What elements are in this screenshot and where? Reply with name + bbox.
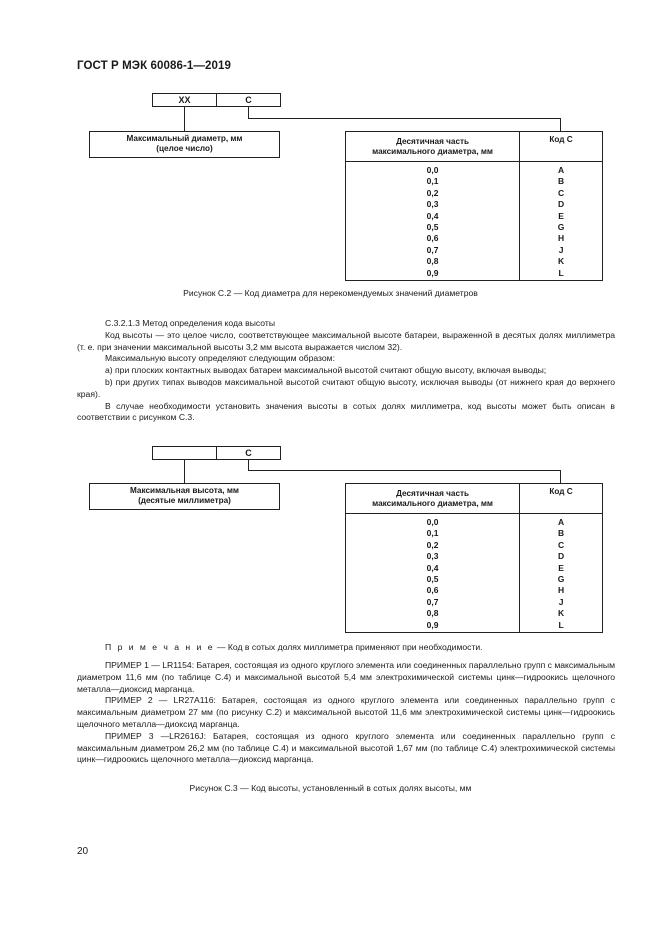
decimal-value-cell: 0,1 — [346, 176, 520, 187]
decimal-value-cell: 0,4 — [346, 211, 520, 222]
table-row — [346, 199, 603, 210]
table-row — [346, 620, 603, 633]
table-row — [346, 574, 603, 585]
figure-note — [105, 642, 483, 652]
table-header: Код C — [520, 484, 603, 514]
code-letter-cell: D — [520, 551, 603, 562]
decimal-value-cell: 0,6 — [346, 585, 520, 596]
table-row — [346, 597, 603, 608]
header-line: максимального диаметра, мм — [372, 498, 493, 508]
decimal-value-cell: 0,7 — [346, 245, 520, 256]
code-letter-cell: H — [520, 233, 603, 244]
code-cell-c: C — [216, 446, 281, 460]
code-letter-cell: C — [520, 188, 603, 199]
table-header — [346, 484, 520, 514]
table-header — [346, 132, 520, 162]
decimal-value-cell: 0,2 — [346, 188, 520, 199]
code-letter-cell: E — [520, 211, 603, 222]
table-row — [346, 222, 603, 233]
table-row — [346, 528, 603, 539]
code-cell-xx: XX — [152, 93, 217, 107]
table-row — [346, 585, 603, 596]
table-row — [346, 540, 603, 551]
decimal-value-cell: 0,4 — [346, 563, 520, 574]
code-letter-cell: L — [520, 620, 603, 633]
table-row — [346, 551, 603, 562]
table-row — [346, 256, 603, 267]
code-letter-cell: B — [520, 528, 603, 539]
figure-caption: Рисунок С.2 — Код диаметра для нерекомендуемых значений диаметров — [183, 288, 478, 298]
paragraph: Максимальную высоту определяют следующим образом: — [105, 353, 335, 364]
label-line: (целое число) — [156, 144, 213, 153]
table-header: Код C — [520, 132, 603, 162]
figure-caption: Рисунок С.3 — Код высоты, установленный в сотых долях высоты, мм — [189, 783, 472, 793]
paragraph: В случае необходимости установить значения высоты в сотых долях миллиметра, код высоты может быть описан в соответствии с рисунком С.3. — [77, 400, 615, 423]
table-row — [346, 514, 603, 529]
document-header: ГОСТ Р МЭК 60086-1—2019 — [77, 60, 231, 72]
table-row — [346, 211, 603, 222]
decimal-value-cell: 0,9 — [346, 268, 520, 281]
code-letter-cell: D — [520, 199, 603, 210]
code-cell-c: C — [216, 93, 281, 107]
code-letter-cell: K — [520, 608, 603, 619]
code-letter-cell: H — [520, 585, 603, 596]
decimal-value-cell: 0,5 — [346, 574, 520, 585]
header-line: Десятичная часть — [396, 488, 470, 498]
diameter-code-table — [345, 131, 603, 281]
page-number: 20 — [77, 846, 89, 857]
paragraph: Код высоты — это целое число, соответствующее максимальной высоте батареи, выраженной в десятых долях миллиметра (т. е. при значении максимальной высоты 3,2 мм высота выражается числом 32). — [77, 329, 615, 352]
code-letter-cell: C — [520, 540, 603, 551]
header-line: максимального диаметра, мм — [372, 146, 493, 156]
decimal-value-cell: 0,9 — [346, 620, 520, 633]
code-letter-cell: J — [520, 245, 603, 256]
label-line: Максимальный диаметр, мм — [126, 134, 243, 143]
code-letter-cell: A — [520, 514, 603, 529]
section-heading: C.3.2.1.3 Метод определения кода высоты — [105, 318, 276, 328]
connector-line — [560, 118, 561, 131]
example: ПРИМЕР 1 — LR1154: Батарея, состоящая из одного круглого элемента или соединенных параллельно групп с максимальным диаметром 11,6 мм (по таблице С.4) и максимальной высотой 5,4 мм электрохимической системы цинк—гидроокись щелочного металла—диоксид марганца. — [77, 660, 615, 694]
decimal-value-cell: 0,5 — [346, 222, 520, 233]
label-line: (десятые миллиметра) — [138, 496, 231, 505]
table-row — [346, 563, 603, 574]
decimal-value-cell: 0,8 — [346, 256, 520, 267]
decimal-value-cell: 0,2 — [346, 540, 520, 551]
table-row — [346, 608, 603, 619]
code-letter-cell: B — [520, 176, 603, 187]
code-letter-cell: G — [520, 222, 603, 233]
table-row — [346, 245, 603, 256]
code-letter-cell: E — [520, 563, 603, 574]
list-item: a) при плоских контактных выводах батареи максимальной высотой считают общую высоту, включая выводы; — [105, 365, 547, 376]
height-code-table — [345, 483, 603, 633]
label-line: Максимальная высота, мм — [130, 486, 239, 495]
decimal-value-cell: 0,7 — [346, 597, 520, 608]
decimal-value-cell: 0,3 — [346, 551, 520, 562]
decimal-value-cell: 0,8 — [346, 608, 520, 619]
table-row — [346, 176, 603, 187]
code-letter-cell: G — [520, 574, 603, 585]
section-text — [77, 318, 615, 424]
decimal-value-cell: 0,1 — [346, 528, 520, 539]
decimal-value-cell: 0,0 — [346, 162, 520, 177]
example: ПРИМЕР 2 — LR27A116: Батарея, состоящая из одного круглого элемента или соединенных параллельно групп с максимальным диаметром 27 мм (по рисунку С.2) и максимальной высотой 11,6 мм электрохимической системы цинк—гидроокись щелочного металла—диоксид марганца. — [77, 695, 615, 729]
connector-line — [184, 106, 185, 131]
decimal-value-cell: 0,3 — [346, 199, 520, 210]
list-item: b) при других типах выводов максимальной высотой считают общую высоту, исключая выводы (от нижнего края до верхнего края). — [77, 376, 615, 399]
decimal-value-cell: 0,0 — [346, 514, 520, 529]
code-letter-cell: J — [520, 597, 603, 608]
connector-line — [248, 118, 560, 119]
header-line: Десятичная часть — [396, 136, 470, 146]
code-cell-blank — [152, 446, 217, 460]
examples — [77, 660, 615, 766]
max-diameter-label-box — [89, 131, 280, 158]
example: ПРИМЕР 3 —LR2616J: Батарея, состоящая из одного круглого элемента или соединенных параллельно групп с максимальным диаметром 26,2 мм (по таблице С.4) и максимальной высотой 1,67 мм (по таблице С.4) электрохимической системы цинк—гидроокись щелочного металла—диоксид марганца. — [77, 730, 615, 765]
note-text: — Код в сотых долях миллиметра применяют при необходимости. — [214, 642, 483, 652]
table-row — [346, 162, 603, 177]
max-height-label-box — [89, 483, 280, 510]
code-letter-cell: L — [520, 268, 603, 281]
code-letter-cell: K — [520, 256, 603, 267]
connector-line — [560, 470, 561, 483]
connector-line — [248, 470, 560, 471]
decimal-value-cell: 0,6 — [346, 233, 520, 244]
table-row — [346, 188, 603, 199]
code-letter-cell: A — [520, 162, 603, 177]
table-row — [346, 268, 603, 281]
note-label: П р и м е ч а н и е — [105, 642, 215, 652]
table-row — [346, 233, 603, 244]
connector-line — [184, 459, 185, 483]
